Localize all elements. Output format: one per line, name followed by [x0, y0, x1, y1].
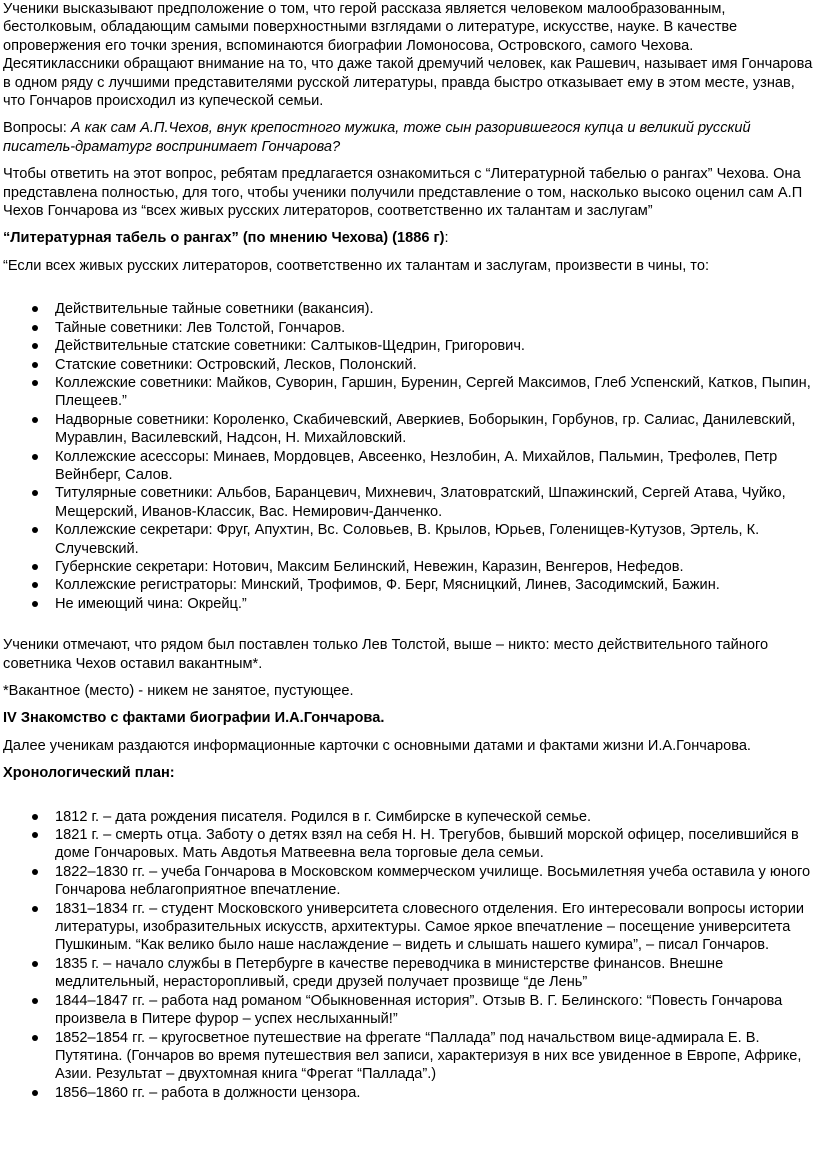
section-heading: IV Знакомство с фактами биографии И.А.Гончарова.	[3, 710, 385, 727]
chronology-heading: Хронологический план:	[3, 765, 175, 782]
chronology-list-item: 1821 г. – смерть отца. Заботу о детях взял на себя Н. Н. Трегубов, бывший морской офицер, поселившийся в доме Гончаровых. Мать Авдотья Матвеевна вела торговые дела семьи.	[3, 826, 813, 863]
rank-list-item: Действительные статские советники: Салтыков-Щедрин, Григорович.	[3, 337, 813, 355]
table-title-suffix: :	[444, 230, 449, 247]
footnote: *Вакантное (место) - никем не занятое, пустующее.	[3, 683, 354, 699]
chronology-list-item: 1835 г. – начало службы в Петербурге в качестве переводчика в министерстве финансов. Внешне медлительный, нерасторопливый, среди друзей получает прозвище “де Лень”	[3, 955, 813, 992]
rank-list-item: Коллежские советники: Майков, Суворин, Гаршин, Буренин, Сергей Максимов, Глеб Успенский, Катков, Пыпин, Плещеев.”	[3, 374, 813, 411]
rank-list-item: Титулярные советники: Альбов, Баранцевич, Михневич, Златовратский, Шпажинский, Сергей Атава, Чуйко, Мещерский, Иванов-Классик, Вас. Немирович-Данченко.	[3, 484, 813, 521]
table-explanation-paragraph: Чтобы ответить на этот вопрос, ребятам предлагается ознакомиться с “Литературной табелью о рангах” Чехова. Она представлена полностью, для того, чтобы ученики получили представление о том, насколько высоко оценил сам А.П Чехов Гончарова из “всех живых русских литераторов, соответственно их талантам и заслугам”	[3, 166, 803, 220]
cards-paragraph: Далее ученикам раздаются информационные карточки с основными датами и фактами жизни И.А.Гончарова.	[3, 737, 751, 754]
intro-paragraph: Ученики высказывают предположение о том, что герой рассказа является человеком малообразованным, бестолковым, обладающим самыми поверхностными взглядами о литературе, искусстве, науке. В качестве опровержения его точки зрения, вспоминаются биографии Ломоносова, Островского, самого Чехова. Десятиклассники обращают внимание на то, что даже такой дремучий человек, как Рашевич, называет имя Гончарова в одном ряду с лучшими представителями русской литературы, правда быстро отказывает ему в этом месте, узнав, что Гончаров происходил из купеческой семьи.	[3, 1, 813, 110]
ranks-list	[3, 300, 813, 613]
question-label: Вопросы:	[3, 120, 71, 137]
rank-list-item: Коллежские регистраторы: Минский, Трофимов, Ф. Берг, Мясницкий, Линев, Засодимский, Бажин.	[3, 576, 813, 594]
table-title	[3, 229, 813, 247]
chronology-list-item: 1852–1854 гг. – кругосветное путешествие на фрегате “Паллада” под начальством вице-адмирала Е. В. Путятина. (Гончаров во время путешествия вел записи, характеризуя в них все увиденное в Европе, Африке, Азии. Результат – двухтомная книга “Фрегат “Паллада”.)	[3, 1029, 813, 1084]
rank-list-item: Надворные советники: Короленко, Скабичевский, Аверкиев, Боборыкин, Горбунов, гр. Салиас, Данилевский, Муравлин, Василевский, Надсон, Н. Михайловский.	[3, 411, 813, 448]
table-title-text: “Литературная табель о рангах” (по мнению Чехова) (1886 г)	[3, 230, 445, 247]
chronology-list-item: 1822–1830 гг. – учеба Гончарова в Московском коммерческом училище. Восьмилетняя учеба оставила у юного Гончарова неблагоприятное впечатление.	[3, 863, 813, 900]
rank-list-item: Тайные советники: Лев Толстой, Гончаров.	[3, 319, 813, 337]
chronology-list-item: 1812 г. – дата рождения писателя. Родился в г. Симбирске в купеческой семье.	[3, 808, 813, 826]
chronology-list	[3, 808, 813, 1103]
rank-list-item: Не имеющий чина: Окрейц.”	[3, 595, 813, 613]
chronology-list-item: 1831–1834 гг. – студент Московского университета словесного отделения. Его интересовали вопросы истории литературы, изобразительных искусств, архитектуры. Самое яркое впечатление – посещение университета Пушкиным. “Как велико было наше наслаждение – видеть и слышать нашего кумира”, – писал Гончаров.	[3, 900, 813, 955]
table-intro: “Если всех живых русских литераторов, соответственно их талантам и заслугам, произвести в чины, то:	[3, 257, 709, 274]
question-paragraph	[3, 119, 813, 156]
rank-list-item: Коллежские секретари: Фруг, Апухтин, Вс. Соловьев, В. Крылов, Юрьев, Голенищев-Кутузов, Эртель, К. Случевский.	[3, 521, 813, 558]
chronology-list-item: 1856–1860 гг. – работа в должности цензора.	[3, 1084, 813, 1102]
chronology-list-item: 1844–1847 гг. – работа над романом “Обыкновенная история”. Отзыв В. Г. Белинского: “Повесть Гончарова произвела в Питере фурор – успех неслыханный!”	[3, 992, 813, 1029]
rank-list-item: Коллежские асессоры: Минаев, Мордовцев, Авсеенко, Незлобин, А. Михайлов, Пальмин, Трефолев, Петр Вейнберг, Салов.	[3, 448, 813, 485]
question-text: А как сам А.П.Чехов, внук крепостного мужика, тоже сын разорившегося купца и великий русский писатель-драматург воспринимает Гончарова?	[3, 120, 751, 155]
rank-list-item: Действительные тайные советники (вакансия).	[3, 300, 813, 318]
students-note-paragraph: Ученики отмечают, что рядом был поставлен только Лев Толстой, выше – никто: место действительного тайного советника Чехов оставил вакантным*.	[3, 637, 769, 672]
rank-list-item: Губернские секретари: Нотович, Максим Белинский, Невежин, Каразин, Венгеров, Нефедов.	[3, 558, 813, 576]
rank-list-item: Статские советники: Островский, Лесков, Полонский.	[3, 356, 813, 374]
